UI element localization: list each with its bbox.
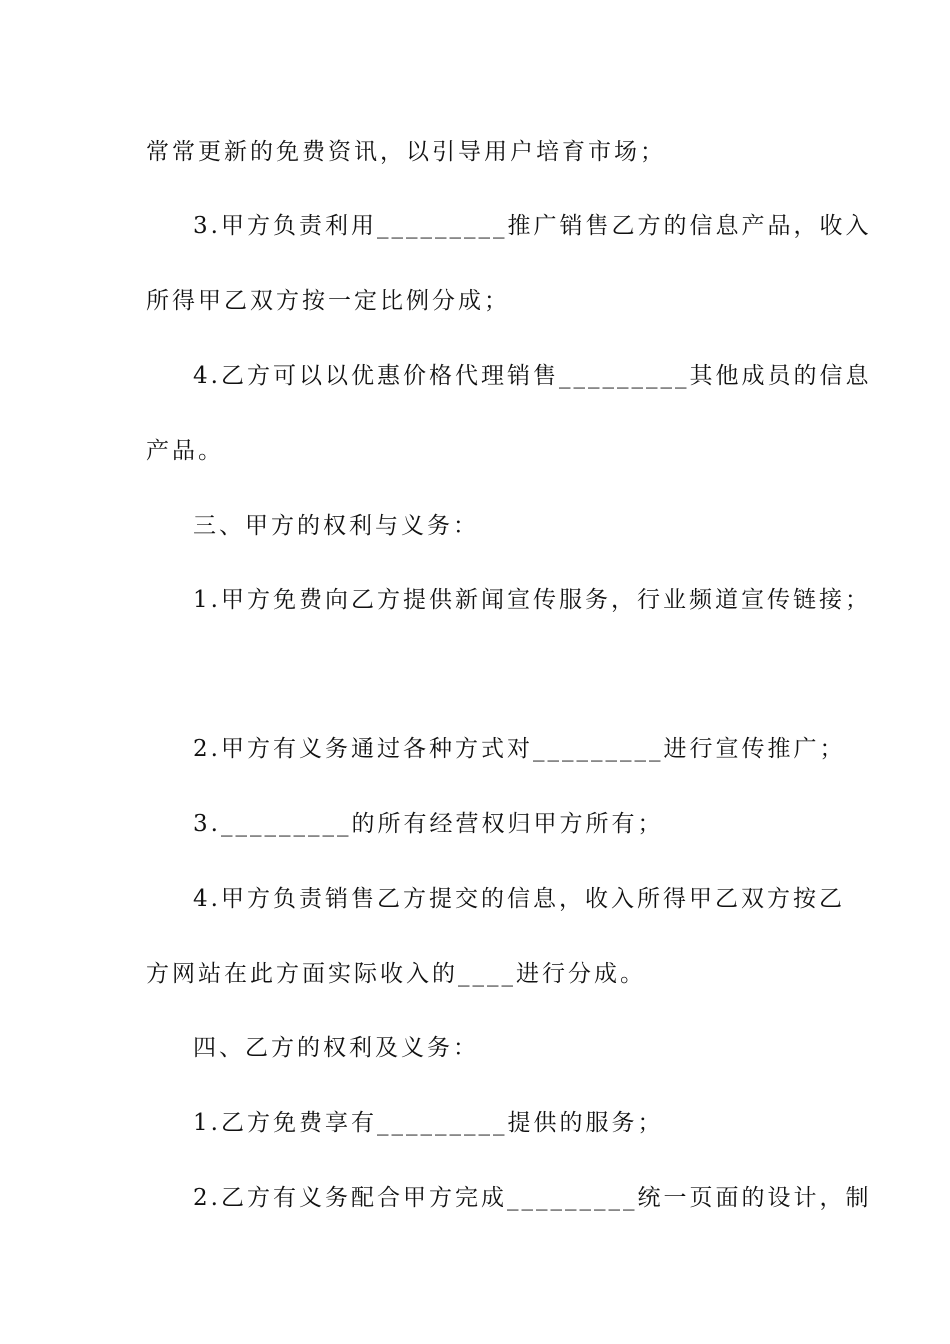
clause-line: 3._________的所有经营权归甲方所有； bbox=[193, 811, 664, 837]
clause-line: 1.甲方免费向乙方提供新闻宣传服务，行业频道宣传链接； bbox=[193, 587, 871, 613]
clause-line: 1.乙方免费享有_________提供的服务； bbox=[193, 1110, 664, 1136]
clause-line: 4.乙方可以以优惠价格代理销售_________其他成员的信息 bbox=[193, 363, 872, 389]
section-heading: 四、乙方的权利及义务： bbox=[193, 1035, 479, 1061]
paragraph-line: 常常更新的免费资讯，以引导用户培育市场； bbox=[146, 139, 666, 165]
paragraph-line: 方网站在此方面实际收入的____进行分成。 bbox=[146, 961, 646, 987]
clause-line: 2.甲方有义务通过各种方式对_________进行宣传推广； bbox=[193, 736, 846, 762]
paragraph-line: 产品。 bbox=[146, 438, 224, 464]
section-heading: 三、甲方的权利与义务： bbox=[193, 513, 479, 539]
paragraph-line: 所得甲乙双方按一定比例分成； bbox=[146, 288, 510, 314]
clause-line: 3.甲方负责利用_________推广销售乙方的信息产品，收入 bbox=[193, 213, 872, 239]
clause-line: 4.甲方负责销售乙方提交的信息，收入所得甲乙双方按乙 bbox=[193, 886, 845, 912]
clause-line: 2.乙方有义务配合甲方完成_________统一页面的设计，制 bbox=[193, 1185, 872, 1211]
